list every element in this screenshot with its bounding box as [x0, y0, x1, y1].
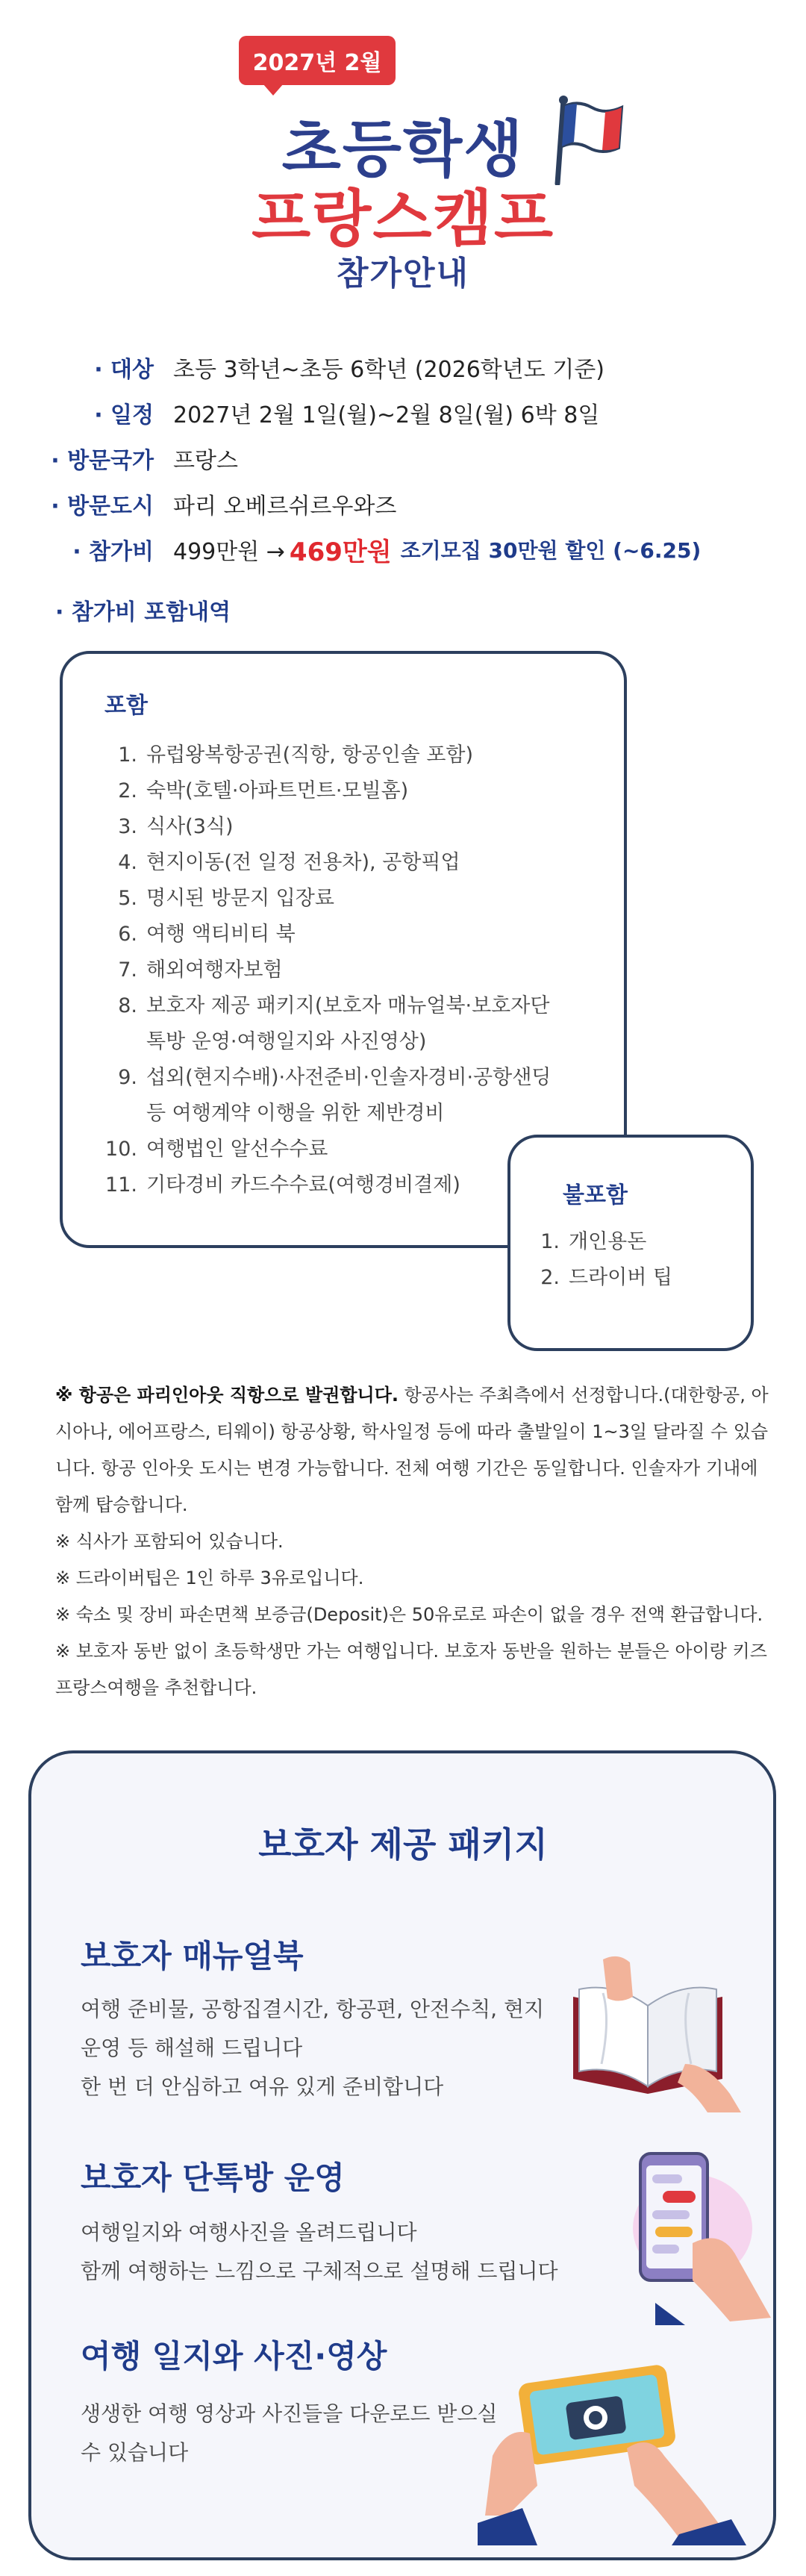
- phone-chat-icon: [610, 2139, 775, 2325]
- info-row-fee: [0, 527, 701, 572]
- excludes-list: [518, 1224, 733, 1296]
- list-item: 6. 여행 액티비티 북: [118, 923, 296, 946]
- package-title: 보호자 제공 패키지: [258, 1824, 548, 1865]
- list-item: 8. 보호자 제공 패키지(보호자 매뉴얼북·보호자단톡방 운영·여행일지와 사진영상): [118, 994, 550, 1053]
- fee-new-price: 469만원: [289, 537, 392, 567]
- includes-section-label: · 참가비 포함내역: [55, 599, 231, 626]
- package-section-manual-text: 여행 준비물, 공항집결시간, 항공편, 안전수칙, 현지운영 등 해설해 드립니다 한 번 더 안심하고 여유 있게 준비합니다: [81, 1997, 545, 2099]
- open-book-icon: [558, 1952, 745, 2116]
- info-row-target: [0, 345, 604, 390]
- info-label: · 일정: [94, 402, 154, 428]
- title-line-3: 참가안내: [336, 255, 469, 293]
- list-item: 3. 식사(3식): [118, 815, 234, 838]
- french-flag-icon: [549, 96, 631, 185]
- info-value: 파리 오베르쉬르우와즈: [173, 493, 397, 520]
- note-deposit: ※ 숙소 및 장비 파손면책 보증금(Deposit)은 50유로로 파손이 없을 경우 전액 환급합니다.: [55, 1604, 763, 1625]
- note-airline: ※ 항공은 파리인아웃 직항으로 발권합니다. 항공사는 주최측에서 선정합니다.(대한항공, 아시아나, 에어프랑스, 티웨이) 항공상황, 학사일정 등에 따라 출발일이 1~3일 달라질 수 있습니다. 항공 인아웃 도시는 변경 가능합니다. 전체 여행 기간은 동일합니다. 인솔자가 기내에 함께 탑승합니다.: [55, 1385, 769, 1515]
- note-meals: ※ 식사가 포함되어 있습니다.: [55, 1531, 284, 1552]
- list-item: 10. 여행법인 알선수수료: [105, 1138, 328, 1161]
- package-section-chat-title: 보호자 단톡방 운영: [81, 2159, 345, 2196]
- title-line-1: 초등학생: [281, 114, 525, 185]
- includes-title: 포함: [104, 693, 148, 719]
- package-section-photo-text: 생생한 여행 영상과 사진들을 다운로드 받으실 수 있습니다: [81, 2401, 498, 2465]
- info-value: 2027년 2월 1일(월)~2월 8일(월) 6박 8일: [173, 402, 600, 428]
- list-item: 1. 개인용돈: [540, 1230, 647, 1253]
- note-driver-tip: ※ 드라이버팁은 1인 하루 3유로입니다.: [55, 1568, 364, 1588]
- package-section-photo-title: 여행 일지와 사진·영상: [81, 2338, 387, 2374]
- package-section-chat-text: 여행일지와 여행사진을 올려드립니다 함께 여행하는 느낌으로 구체적으로 설명해 드립니다: [81, 2220, 558, 2283]
- excludes-box: [507, 1135, 754, 1351]
- excludes-title: 불포함: [563, 1182, 628, 1209]
- date-badge-tail: [263, 84, 284, 96]
- info-label: · 방문도시: [51, 493, 154, 520]
- package-section-manual-title: 보호자 매뉴얼북: [81, 1938, 304, 1974]
- date-badge: 2027년 2월: [239, 36, 396, 85]
- list-item: 2. 숙박(호텔·아파트먼트·모빌홈): [118, 779, 409, 802]
- list-item: 7. 해외여행자보험: [118, 958, 283, 982]
- info-value: 초등 3학년~초등 6학년 (2026학년도 기준): [173, 357, 604, 383]
- info-row-city: [0, 481, 396, 526]
- list-item: 1. 유럽왕복항공권(직항, 항공인솔 포함): [118, 743, 474, 767]
- includes-list: [88, 737, 564, 1203]
- info-row-country: [0, 436, 238, 481]
- note-no-guardian: ※ 보호자 동반 없이 초등학생만 가는 여행입니다. 보호자 동반을 원하는 분들은 아이랑 키즈프랑스여행을 추천합니다.: [55, 1641, 767, 1698]
- fee-discount-note: 조기모집 30만원 할인 (~6.25): [400, 538, 702, 563]
- info-value: 프랑스: [173, 448, 238, 474]
- notes: [55, 1377, 772, 1706]
- list-item: 2. 드라이버 팁: [540, 1266, 672, 1289]
- list-item: 11. 기타경비 카드수수료(여행경비결제): [105, 1173, 460, 1197]
- list-item: 5. 명시된 방문지 입장료: [118, 887, 334, 910]
- info-label: · 방문국가: [51, 448, 154, 474]
- list-item: 4. 현지이동(전 일정 전용차), 공항픽업: [118, 851, 460, 874]
- camera-photo-icon: [478, 2344, 746, 2545]
- fee-old-price: 499만원 →: [173, 539, 285, 565]
- info-row-schedule: [0, 390, 599, 435]
- info-label: · 대상: [94, 357, 154, 383]
- info-label: · 참가비: [72, 539, 154, 565]
- list-item: 9. 섭외(현지수배)·사전준비·인솔자경비·공항샌딩 등 여행계약 이행을 위한 제반경비: [118, 1066, 552, 1125]
- title-line-2: 프랑스캠프: [251, 184, 555, 255]
